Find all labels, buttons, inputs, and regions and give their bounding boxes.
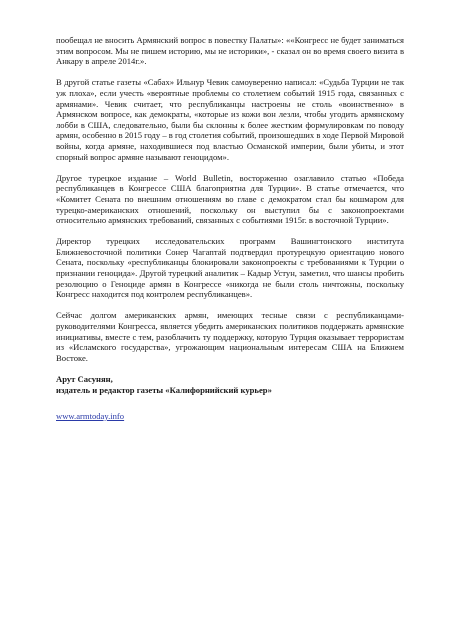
author-title: издатель и редактор газеты «Калифорнийский курьер» — [56, 384, 272, 395]
signature-block — [56, 374, 404, 395]
paragraph-3: Другое турецкое издание – World Bulletin, восторженно озаглавило статью «Победа республиканцев в Конгрессе США благоприятна для Турции». В статье отмечается, что «Комитет Сената по внешним отношениям во главе с демократом стал бы кошмаром для турецко-американских отношений, поскольку он выступил бы с законопроектами относительно армянских требований, связанных с событиями 1915г. в восточной Турции». — [56, 172, 404, 226]
paragraph-1: пообещал не вносить Армянский вопрос в повестку Палаты»: ««Конгресс не будет заниматься этим вопросом. Мы не пишем историю, мы не историки», - сказал он во время своего визита в Анкару в апреле 2014г.». — [56, 35, 404, 67]
paragraph-5: Сейчас долгом американских армян, имеющих тесные связи с республиканцами-руководителями Конгресса, является убедить американских политиков поддержать армянские инициативы, вместе с тем, разоблачить ту поддержку, которую Турция оказывает террористам из «Исламского государства», угрожающим национальным интересам США на Ближнем Востоке. — [56, 310, 404, 363]
author-name: Арут Сасунян, — [56, 374, 113, 384]
source-link[interactable]: www.armtoday.info — [56, 411, 125, 422]
paragraph-4: Директор турецких исследовательских программ Вашингтонского института Ближневосточной политики Сонер Чагаптай подтвердил протурецкую ориентацию нового Сената, поскольку «республиканцы блокировали законопроекты с требованиями к Турции о признании геноцида». Другой турецкий аналитик – Кадыр Устун, заметил, что шансы пробить резолюцию о Геноциде армян в Конгрессе «никогда не были столь ничтожны, поскольку Конгресс находится под контролем республиканцев». — [56, 236, 404, 300]
paragraph-2: В другой статье газеты «Сабах» Ильнур Чевик самоуверенно написал: «Судьба Турции не так уж плоха», если учесть «вероятные проблемы со столетием событий 1915 года, связанных с армянами». Чевик считает, что республиканцы настроены не столь «воинственно» в Армянском вопросе, как демократы, «которые из кожи вон лезли, чтобы угодить армянскому лобби в США, следовательно, были бы склонны к более жестким формулировкам по поводу армян, особенно в 2015 году – в год столетия событий, произошедших в ходе Первой Мировой войны, когда армяне, находившиеся под властью Османской империи, были убиты, и этот спорный вопрос армяне называют геноцидом». — [56, 77, 404, 162]
